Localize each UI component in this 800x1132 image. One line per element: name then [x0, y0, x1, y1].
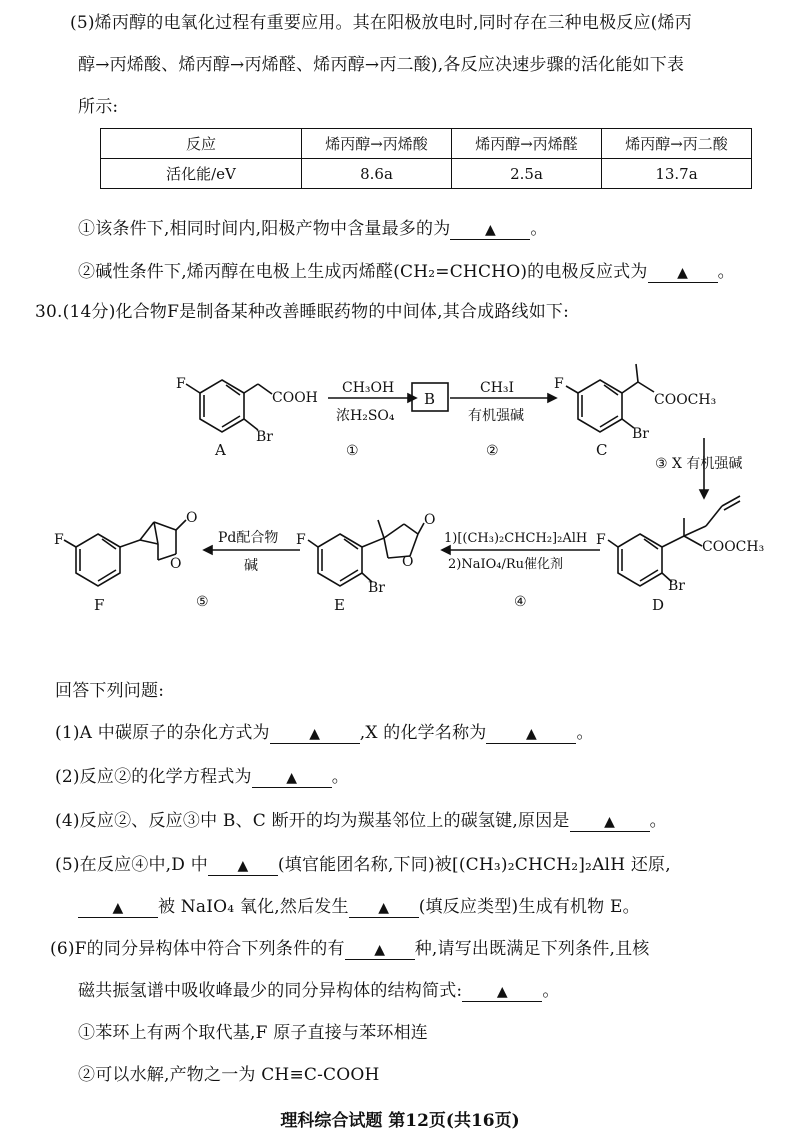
table-row	[101, 159, 752, 189]
atom-br-label: Br	[256, 429, 273, 445]
table-cell: 烯丙醇→丙烯酸	[302, 129, 452, 159]
question-6-line2: 磁共振氢谱中吸收峰最少的同分异构体的结构简式: ▲ 。	[78, 981, 560, 1001]
compound-a-structure	[186, 380, 272, 432]
step2-reagent: CH₃I	[480, 380, 515, 396]
answer-blank[interactable]: ▲	[345, 940, 415, 960]
atom-o-label: O	[424, 512, 436, 528]
question-1: (1)A 中碳原子的杂化方式为 ▲ ,X 的化学名称为 ▲ 。	[55, 723, 594, 743]
answer-blank[interactable]: ▲	[462, 982, 542, 1002]
question-4: (4)反应②、反应③中 B、C 断开的均为羰基邻位上的碳氢键,原因是 ▲ 。	[55, 811, 667, 831]
table-cell: 2.5a	[452, 159, 602, 189]
atom-br-label: Br	[668, 578, 685, 594]
atom-f-label: F	[554, 376, 564, 392]
table-cell: 13.7a	[602, 159, 752, 189]
atom-o-label: O	[402, 554, 414, 570]
step5-reagent: Pd配合物	[218, 530, 279, 546]
compound-e-structure	[308, 520, 424, 586]
answer-blank[interactable]: ▲	[252, 768, 332, 788]
table-cell: 烯丙醇→丙二酸	[602, 129, 752, 159]
question-6-condition-1: ①苯环上有两个取代基,F 原子直接与苯环相连	[78, 1023, 429, 1043]
atom-f-label: F	[54, 532, 64, 548]
answer-blank[interactable]: ▲	[270, 724, 360, 744]
question-5b-line1: (5)在反应④中,D 中 ▲ (填官能团名称,下同)被[(CH₃)₂CHCH₂]₂AlH 还原,	[55, 855, 671, 875]
step4-reagent: 1)[(CH₃)₂CHCH₂]₂AlH	[444, 531, 588, 546]
atom-o-label: O	[186, 510, 198, 526]
q5-sub1: ①该条件下,相同时间内,阳极产物中含量最多的为 ▲ 。	[78, 219, 548, 239]
step1-reagent: CH₃OH	[342, 380, 395, 396]
answer-blank[interactable]: ▲	[349, 898, 419, 918]
question-6-condition-2: ②可以水解,产物之一为 CH≡C-COOH	[78, 1065, 380, 1085]
cooch3-label: COOCH₃	[654, 392, 717, 408]
table-header-cell: 活化能/eV	[101, 159, 302, 189]
step1-condition: 浓H₂SO₄	[336, 408, 395, 424]
step-number-4: ④	[514, 594, 527, 610]
step-number-5: ⑤	[196, 594, 209, 610]
answer-blank[interactable]: ▲	[78, 898, 158, 918]
answer-blank[interactable]: ▲	[450, 220, 530, 240]
atom-br-label: Br	[368, 580, 385, 596]
label-f: F	[94, 596, 105, 614]
q5-intro-line1: (5)烯丙醇的电氧化过程有重要应用。其在阳极放电时,同时存在三种电极反应(烯丙	[70, 13, 692, 33]
label-e: E	[334, 596, 345, 614]
answer-blank[interactable]: ▲	[648, 263, 718, 283]
question-2: (2)反应②的化学方程式为 ▲ 。	[55, 767, 349, 787]
synthesis-scheme	[0, 320, 800, 620]
step4-reagent-2: 2)NaIO₄/Ru催化剂	[448, 557, 564, 572]
compound-f-structure	[64, 520, 186, 586]
label-a: A	[215, 441, 226, 459]
atom-f-label: F	[176, 376, 186, 392]
step2-condition: 有机强碱	[468, 408, 524, 424]
q5-intro-line3: 所示:	[78, 97, 119, 117]
cooch3-label: COOCH₃	[702, 539, 765, 555]
step-number-2: ②	[486, 443, 499, 459]
q5-sub2: ②碱性条件下,烯丙醇在电极上生成丙烯醛(CH₂=CHCHO)的电极反应式为 ▲ 。	[78, 262, 735, 282]
answer-blank[interactable]: ▲	[570, 812, 650, 832]
activation-energy-table	[100, 128, 752, 189]
q5-intro-line2: 醇→丙烯酸、烯丙醇→丙烯醛、烯丙醇→丙二酸),各反应决速步骤的活化能如下表	[78, 55, 685, 75]
label-c: C	[596, 441, 608, 459]
answer-blank[interactable]: ▲	[208, 856, 278, 876]
label-b: B	[424, 390, 436, 408]
atom-f-label: F	[596, 532, 606, 548]
atom-br-label: Br	[632, 426, 649, 442]
question-6-line1: (6)F的同分异构体中符合下列条件的有 ▲ 种,请写出既满足下列条件,且核	[50, 939, 650, 959]
q30-title: 30.(14分)化合物F是制备某种改善睡眠药物的中间体,其合成路线如下:	[35, 302, 570, 322]
table-cell: 8.6a	[302, 159, 452, 189]
page-footer: 理科综合试题 第12页(共16页)	[280, 1111, 520, 1131]
table-cell: 烯丙醇→丙烯醛	[452, 129, 602, 159]
label-d: D	[652, 596, 665, 614]
compound-c-structure	[566, 364, 654, 432]
answer-blank[interactable]: ▲	[486, 724, 576, 744]
table-row	[101, 129, 752, 159]
answer-intro: 回答下列问题:	[55, 681, 165, 701]
atom-f-label: F	[296, 532, 306, 548]
cooh-label: COOH	[272, 390, 318, 406]
atom-o-label: O	[170, 556, 182, 572]
step3-condition: ③ X 有机强碱	[655, 456, 743, 472]
table-header-cell: 反应	[101, 129, 302, 159]
step5-condition: 碱	[244, 558, 258, 574]
step-number-1: ①	[346, 443, 359, 459]
question-5b-line2: ▲ 被 NaIO₄ 氧化,然后发生 ▲ (填反应类型)生成有机物 E。	[78, 892, 640, 918]
